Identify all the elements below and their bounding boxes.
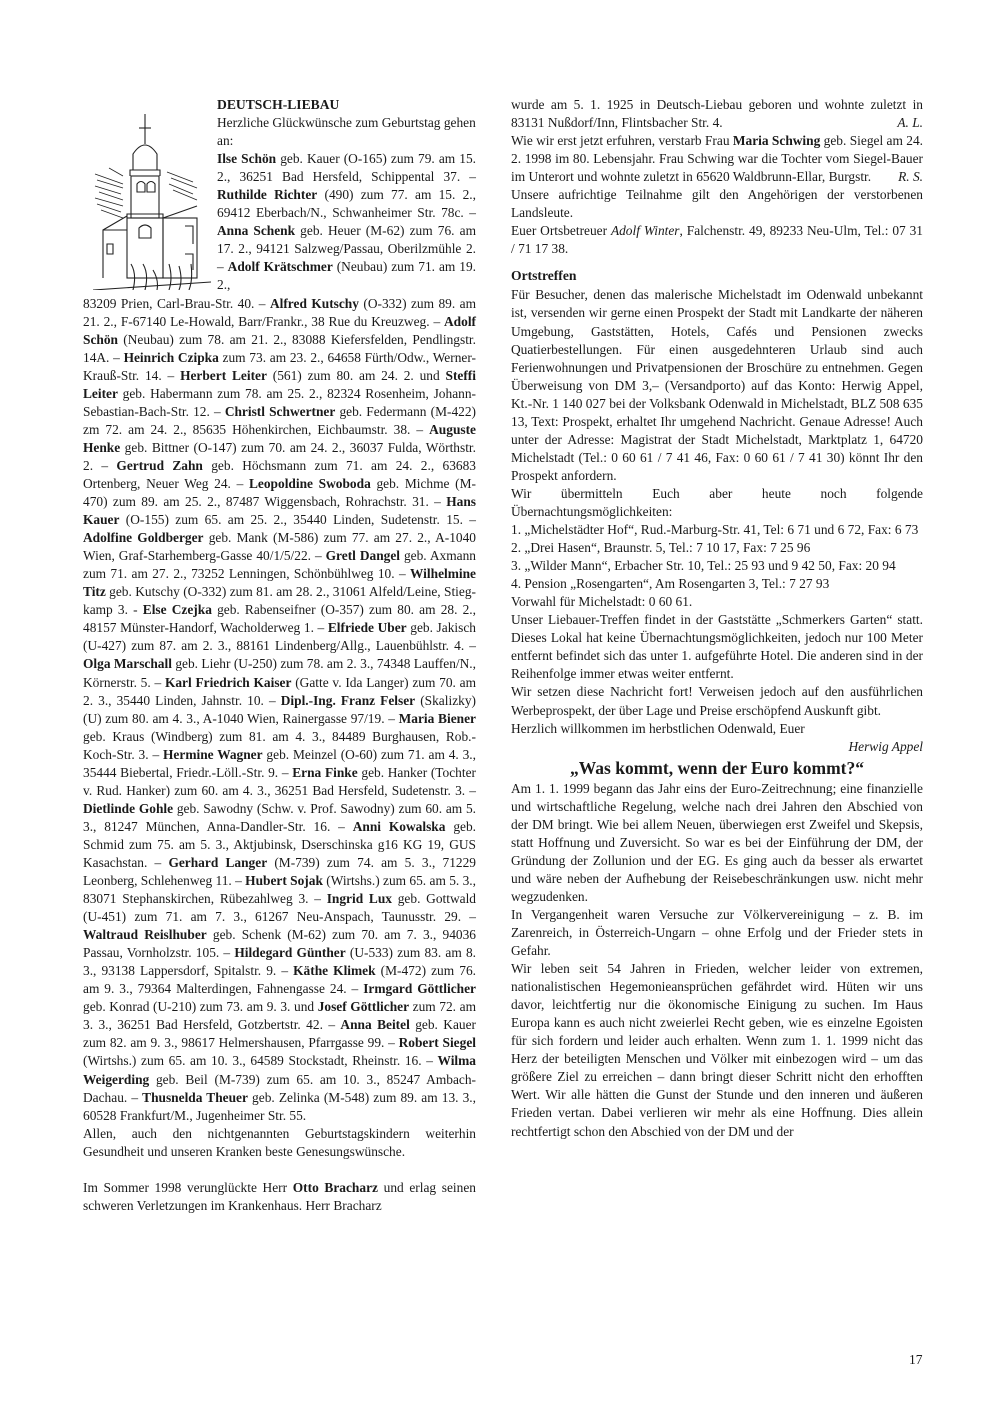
entry-text: geb. Schenk (M-62) zum 70. am 7. 3., 94036 Passau, Vornholzstr. 105. – bbox=[83, 927, 476, 961]
entry-name: Hildegard Günther bbox=[234, 945, 346, 961]
entry-text: geb. Kraus (Windberg) zum 81. am 4. 3., 84489 Burghausen, Rob.-Koch-Str. 3. – bbox=[83, 728, 476, 762]
hotel-item: 4. Pension „Rosengarten“, Am Rosengarten 3, Tel.: 7 27 93 bbox=[511, 576, 830, 592]
intro-entries bbox=[217, 150, 476, 294]
entry-text: geb. Beil (M-739) zum 65. am 10. 3., 85247 Ambach-Dachau. – bbox=[83, 1071, 476, 1105]
section-heading: DEUTSCH-LIEBAU bbox=[217, 97, 340, 112]
entry-text: geb. Axmann zum 71. am 27. 2., 73252 Lenningen, Schönbühlweg 10. – bbox=[83, 548, 476, 582]
entry-name: Thusnelda Theuer bbox=[142, 1089, 248, 1105]
entry-name: Käthe Klimek bbox=[293, 963, 376, 979]
entry-name: Steffi Leiter bbox=[83, 367, 476, 401]
entry-text: geb. Höchsmann zum 71. am 24. 2., 63683 Ortenberg, Neuer Weg 24. – bbox=[83, 457, 477, 491]
obituary-schwing: Wie wir erst jetzt erfuhren, verstarb Frau Maria Schwing geb. Siegel am 24. 2. 1998 im 80. Lebensjahr. Frau Schwing war die Tochter vom Siegel-Bauer im Unterort und wohnte zuletzt in 65620 Waldbrunn-Ellar, Burgstr. R. S. bbox=[511, 132, 923, 186]
right-column bbox=[511, 96, 923, 1141]
entry-name: Irmgard Göttlicher bbox=[363, 981, 476, 997]
hotel-item: 3. „Wilder Mann“, Erbacher Str. 10, Tel.: 25 93 und 9 42 50, Fax: 20 94 bbox=[511, 558, 896, 574]
entry-name: Olga Marschall bbox=[83, 656, 172, 672]
article-title: „Was kommt, wenn der Euro kommt?“ bbox=[570, 757, 864, 778]
entry-name: Josef Göttlicher bbox=[317, 999, 410, 1015]
entry-text: zum 72. am 3. 3., 36251 Bad Hersfeld, Gotzbertstr. 42. – bbox=[83, 999, 476, 1033]
entry-text: (490) zum 77. am 15. 2., 69412 Eberbach/N., Schwanheimer Str. 78c. – bbox=[217, 187, 476, 221]
entry-text: geb. Bittner (O-147) zum 70. am 24. 2., 36037 Fulda, Wörthstr. 2. – bbox=[83, 439, 476, 473]
entry-text: geb. Michme (M-470) zum 89. am 25. 2., 87487 Wiggensbach, Rohrachstr. 31. – bbox=[83, 475, 477, 510]
entry-name: Ingrid Lux bbox=[326, 891, 392, 907]
article-paragraph: Wir leben seit 54 Jahren in Frieden, welcher leider von extremen, nationalistischen Hegemonieansprüchen gefährdet wird. Hüten wir uns davor, leichtfertig nur die ökonomische Einigung zu suchen. Im Haus Europa kann es auch nicht zweierlei Recht geben, wie es einzelne Egoisten für sich fordern und leider auch erhalten. Wenn zum 1. 1. 1999 nicht das Herz der beteiligten Menschen und Völker mit einbezogen wird – um das größere Ziel zu erreichen – dann bringt dieser Schritt nicht den erhofften Wert. Wir alle hätten die Gunst der Stunde und den inneren und äußeren Frieden vertan. Dabei verlieren wir mehr als eine Hoffnung. Dies allein rechtfertigt schon den Abschied von der DM und der bbox=[511, 961, 923, 1139]
entry-text: geb. Jakisch (U-427) zum 87. am 2. 3., 88161 Lindenberg/Allg., Lauenbühlstr. 4. – bbox=[83, 620, 476, 654]
entry-name: Adolf Krätschmer bbox=[227, 259, 333, 275]
accident-notice: Im Sommer 1998 verunglückte Herr Otto Bracharz und erlag seinen schweren Verletzungen im Krankenhaus. Herr Bracharz bbox=[83, 1179, 476, 1213]
entry-text: geb. Liehr (U-250) zum 78. am 2. 3., 74348 Lauffen/N., Körnerstr. 5. – bbox=[83, 656, 477, 690]
entry-text: (O-332) zum 89. am 21. 2., F-67140 Le-Howald, Barr/Frankr., 38 Rue du Kreuzweg. – bbox=[83, 295, 476, 329]
entry-text: (561) zum 80. am 24. 2. und bbox=[266, 367, 446, 383]
entry-name: Dipl.-Ing. Franz Felser bbox=[280, 692, 416, 708]
article-paragraph: Am 1. 1. 1999 begann das Jahr eins der Euro-Zeitrechnung; eine finanzielle und wirtschaftliche Regelung, welche nach drei Jahren den Abschied von der DM bringt. Wie bei allem Neuen, überwiegen erst Zweifel und Skepsis, statt Hoffnung und Zuversicht. So war es bei der Einführung der DM, der Gründung der Zollunion und der EG. Es ging auch da besser als erwartet und wäre neben der Aufhebung der Reisebeschränkungen usw. nicht mehr wegzudenken. bbox=[511, 780, 923, 904]
entry-text: zum 73. am 23. 2., 64658 Fürth/Odw., Werner-Krauß-Str. 14. – bbox=[83, 349, 476, 383]
entry-name: Leopoldine Swoboda bbox=[248, 475, 371, 491]
person-name: Otto Bracharz bbox=[292, 1179, 378, 1195]
entry-text: geb. Mank (M-586) zum 77. am 27. 2., A-1040 Wien, Graf-Starhemberg-Gasse 40/1/5/22. – bbox=[83, 530, 476, 564]
entry-name: Hubert Sojak bbox=[245, 873, 323, 889]
entry-name: Herbert Leiter bbox=[180, 367, 267, 383]
person-name: Maria Schwing bbox=[732, 133, 821, 149]
closing-wishes: Allen, auch den nichtgenannten Geburtstagskindern weiterhin Gesundheit und unseren Kranken beste Genesungswünsche. bbox=[83, 1125, 476, 1159]
ortstreffen-title: Ortstreffen bbox=[511, 268, 577, 284]
entry-name: Ruthilde Richter bbox=[217, 187, 318, 203]
church-sketch-illustration bbox=[93, 114, 211, 290]
entry-name: Hans Kauer bbox=[83, 494, 476, 528]
ortstreffen-text: Unser Liebauer-Treffen findet in der Gaststätte „Schmerkers Garten“ statt. Dieses Lokal hat keine Übernachtungsmöglichkeiten, jedoch nur 100 Meter entfernt befindet sich das unter 1. aufgeführte Hotel. Die anderen sind in der Reihenfolge immer etwas weiter entfernt. bbox=[511, 612, 923, 682]
entry-text: geb. Zelinka (M-548) zum 89. am 13. 3., 60528 Frankfurt/M., Jugenheimer Str. 55. bbox=[83, 1089, 476, 1123]
entry-text: (M-472) zum 76. am 9. 3., 79364 Malterdingen, Fahnengasse 24. – bbox=[83, 963, 476, 997]
author-tag: R. S. bbox=[898, 169, 923, 185]
entry-name: Gerhard Langer bbox=[168, 854, 268, 870]
entry-name: Ilse Schön bbox=[217, 151, 277, 167]
hotel-item: 1. „Michelstädter Hof“, Rud.-Marburg-Str. 41, Tel: 6 71 und 6 72, Fax: 6 73 bbox=[511, 522, 919, 538]
entry-text: geb. Kutschy (O-332) zum 81. am 28. 2., 31061 Alfeld/Leine, Stieg-kamp 3. - bbox=[83, 584, 476, 618]
entry-name: Elfriede Uber bbox=[327, 620, 407, 636]
entry-text: geb. Meinzel (O-60) zum 71. am 4. 3., 35444 Biebertal, Friedr.-Löll.-Str. 9. – bbox=[83, 746, 476, 780]
entry-name: Erna Finke bbox=[292, 764, 358, 780]
page-number: 17 bbox=[909, 1352, 923, 1367]
left-column bbox=[83, 96, 476, 1215]
entry-name: Gertrud Zahn bbox=[116, 457, 203, 473]
ortstreffen-text: Herzlich willkommen im herbstlichen Odenwald, Euer bbox=[511, 720, 805, 736]
entry-text: (Skalizky) (U) zum 80. am 4. 3., A-1040 Wien, Rainergasse 97/19. – bbox=[83, 692, 476, 726]
author-tag: A. L. bbox=[897, 115, 923, 131]
entry-name: Wilhelmine Titz bbox=[83, 566, 476, 600]
entry-name: Adolf Schön bbox=[83, 313, 476, 347]
entry-name: Alfred Kutschy bbox=[269, 295, 359, 311]
entry-text: geb. Gottwald (U-451) zum 71. am 7. 3., 61267 Neu-Anspach, Taunusstr. 29. – bbox=[83, 891, 476, 925]
entry-name: Heinrich Czipka bbox=[123, 349, 219, 365]
entry-name: Maria Biener bbox=[398, 710, 476, 726]
entry-text: (U-533) zum 83. am 8. 3., 93138 Lappersdorf, Spitalstr. 9. – bbox=[83, 945, 476, 979]
entry-text: geb. Federmann (M-422) zm 72. am 24. 2., 85635 Höhenkirchen, Eichbaumstr. 38. – bbox=[83, 403, 476, 437]
hotel-item: 2. „Drei Hasen“, Braunstr. 5, Tel.: 7 10 17, Fax: 7 25 96 bbox=[511, 540, 811, 556]
contact-line: Euer Ortsbetreuer Adolf Winter, Falchenstr. 49, 89233 Neu-Ulm, Tel.: 07 31 / 71 17 38. bbox=[511, 223, 923, 257]
condolence: Unsere aufrichtige Teilnahme gilt den Angehörigen der verstorbenen Landsleute. bbox=[511, 187, 923, 221]
entry-name: Gretl Dangel bbox=[325, 548, 401, 564]
entry-text: (Neubau) zum 71. am 19. 2., bbox=[217, 259, 476, 293]
entry-name: Wilma Weigerding bbox=[83, 1053, 476, 1087]
entry-name: Anna Schenk bbox=[217, 223, 296, 239]
ortstreffen-text: Für Besucher, denen das malerische Michelstadt im Odenwald unbekannt ist, versenden wir gerne einen Prospekt der Stadt mit Landkarte der näheren Umgebung, Gaststätten, Hotels, Cafés und Pensionen zwecks Quatierbestellungen. Für einen ausgedehnteren Urlaub sind auch Ferienwohnungen und Privatpensionen der Broschüre zu entnehmen. Gegen Überweisung von DM 3,– (Versandporto) auf das Konto: Herwig Appel, Kt.-Nr. 1 140 027 bei der Volksbank Odenwald in Michelstadt, BLZ 508 635 13, Text: Prospekt, erhaltet Ihr umgehend Nachricht. Genaue Adresse! Auch unter der Adresse: Magistrat der Stadt Michelstadt, Marktplatz 1, 64720 Michelstadt (Tel.: 0 60 61 / 7 41 46, Fax: 0 60 61 / 7 41 30) könnt Ihr den Prospekt anfordern. bbox=[511, 287, 923, 483]
entry-text: geb. Schmid zum 75. am 5. 3., Aktjubinsk, Dserschinska g16 KG 19, GUS Kasachstan. – bbox=[83, 818, 477, 870]
entry-text: (M-739) zum 74. am 5. 3., 71229 Leonberg, Schlehenweg 11. – bbox=[83, 854, 476, 889]
entry-text: 83209 Prien, Carl-Brau-Str. 40. – bbox=[83, 295, 270, 311]
entry-name: Adolfine Goldberger bbox=[83, 530, 204, 546]
entry-name: Christl Schwertner bbox=[224, 403, 336, 419]
ortstreffen-text: Wir setzen diese Nachricht fort! Verweisen jedoch auf den ausführlichen Werbeprospekt, der über Lage und Preise erschöpfend Auskunft gibt. bbox=[511, 684, 923, 718]
signature: Herwig Appel bbox=[848, 738, 923, 754]
entry-name: Anna Beitel bbox=[340, 1017, 410, 1033]
birthday-list bbox=[83, 295, 476, 1125]
entry-name: Karl Friedrich Kaiser bbox=[164, 674, 292, 690]
entry-text: geb. Konrad (U-210) zum 73. am 9. 3. und bbox=[83, 999, 318, 1015]
entry-name: Anni Kowalska bbox=[352, 818, 446, 834]
entry-text: (Wirtshs.) zum 65. am 10. 3., 64589 Stockstadt, Rheinstr. 16. – bbox=[83, 1053, 438, 1069]
entry-name: Dietlinde Gohle bbox=[83, 800, 174, 816]
ortstreffen-text: Wir übermitteln Euch aber heute noch folgende Übernachtungsmöglichkeiten: bbox=[511, 485, 923, 519]
entry-name: Robert Siegel bbox=[398, 1035, 476, 1051]
entry-text: geb. Hanker (Tochter v. Rud. Hanker) zum 60. am 4. 3., 36251 Bad Hersfeld, Sudetenstr. 3. – bbox=[83, 764, 476, 798]
entry-name: Else Czejka bbox=[142, 602, 212, 618]
area-code: Vorwahl für Michelstadt: 0 60 61. bbox=[511, 594, 693, 610]
greeting: Herzliche Glückwünsche zum Geburtstag gehen an: bbox=[217, 115, 476, 149]
entry-text: (Wirtshs.) zum 65. am 5. 3., 83071 Stephanskirchen, Rübezahlweg 3. – bbox=[83, 873, 477, 907]
obituary-bracharz: wurde am 5. 1. 1925 in Deutsch-Liebau geboren und wohnte zuletzt in 83131 Nußdorf/Inn, Flintsbacher Str. 4. A. L. bbox=[511, 96, 923, 132]
entry-name: Hermine Wagner bbox=[163, 746, 263, 762]
entry-text: geb. Sawodny (Schw. v. Prof. Sawodny) zum 60. am 5. 3., 81247 München, Anna-Dandler-Str. 16. – bbox=[83, 800, 476, 834]
entry-text: geb. Kauer (O-165) zum 79. am 15. 2., 36251 Bad Hersfeld, Schippental 37. – bbox=[217, 151, 476, 185]
entry-text: geb. Kauer zum 82. am 9. 3., 98617 Helmershausen, Pfarrgasse 99. – bbox=[83, 1017, 477, 1051]
entry-name: Auguste Henke bbox=[83, 421, 476, 455]
entry-text: (Gatte v. Ida Langer) zum 70. am 2. 3., 35440 Linden, Jahnstr. 10. – bbox=[83, 674, 476, 708]
entry-text: geb. Habermann zum 78. am 25. 2., 82324 Rosenheim, Johann-Sebastian-Bach-Str. 12. – bbox=[83, 385, 476, 419]
entry-text: geb. Rabenseifner (O-357) zum 80. am 28. 2., 48157 Münster-Handorf, Wacholderweg 1. – bbox=[83, 602, 476, 636]
entry-name: Waltraud Reislhuber bbox=[83, 927, 207, 943]
entry-text: (Neubau) zum 78. am 21. 2., 83088 Kiefersfelden, Pendlingstr. 14A. – bbox=[83, 331, 476, 365]
entry-text: (O-155) zum 65. am 25. 2., 35440 Linden, Sudetenstr. 15. – bbox=[119, 512, 476, 528]
article-paragraph: In Vergangenheit waren Versuche zur Völkervereinigung – z. B. im Zarenreich, in Österreich-Ungarn – ohne Erfolg und der Frieder stets in Gefahr. bbox=[511, 906, 923, 959]
entry-text: geb. Heuer (M-62) zum 76. am 17. 2., 94121 Salzweg/Passau, Oberilzmühle 2. – bbox=[217, 223, 476, 275]
